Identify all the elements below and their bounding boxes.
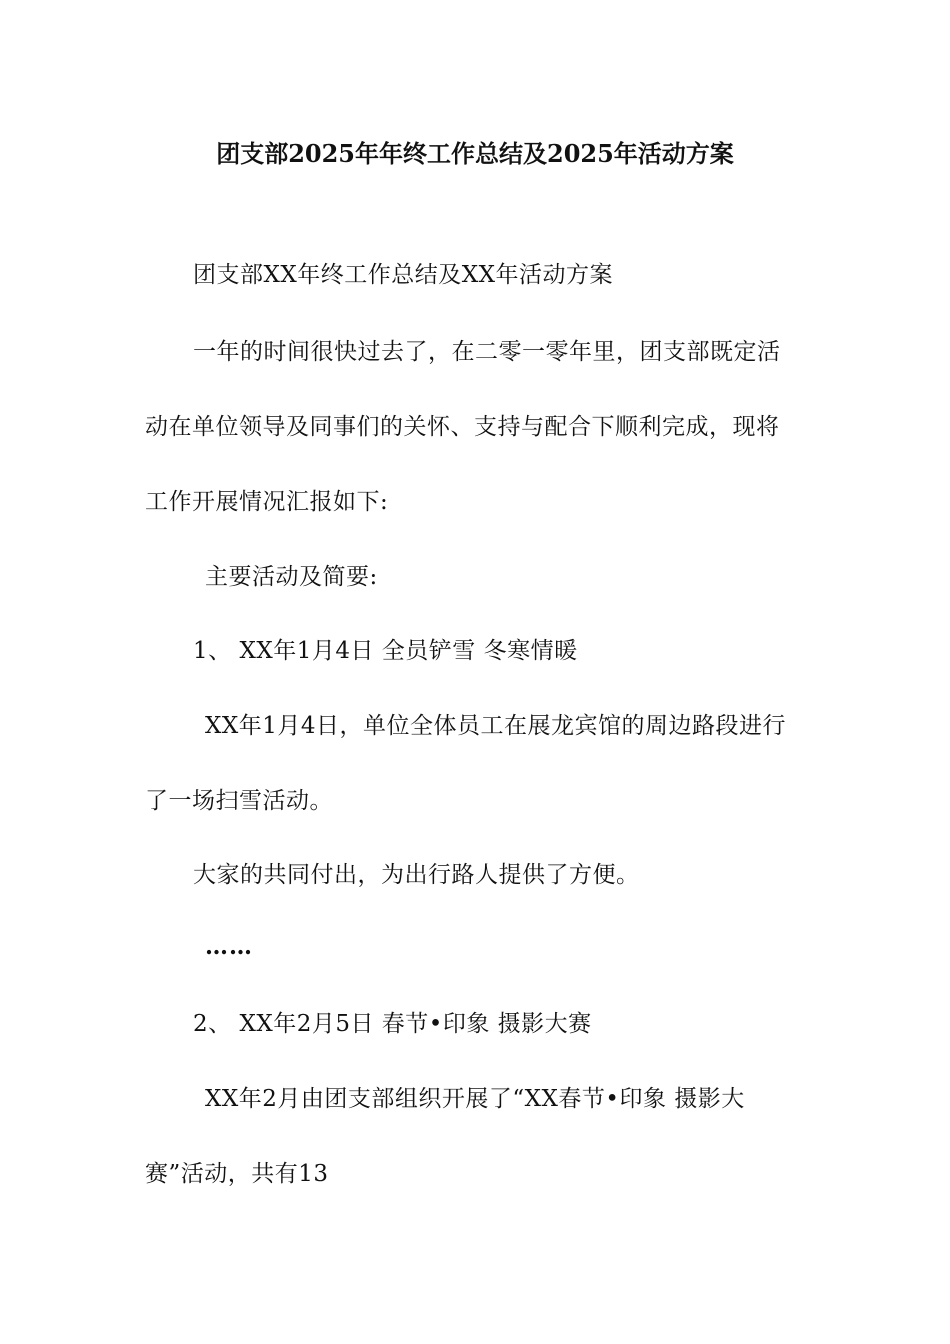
paragraph-line: XX年1月4日，单位全体员工在展龙宾馆的周边路段进行	[205, 713, 787, 739]
paragraph-line: XX年2月由团支部组织开展了“XX春节•印象 摄影大	[205, 1086, 745, 1112]
activity-heading: 2、 XX年2月5日 春节•印象 摄影大赛	[193, 1011, 592, 1037]
paragraph-line: 动在单位领导及同事们的关怀、支持与配合下顺利完成，现将	[145, 414, 780, 440]
ellipsis-line: ……	[205, 933, 253, 960]
paragraph-line: 赛”活动，共有13	[145, 1161, 329, 1187]
section-heading: 主要活动及简要:	[205, 564, 378, 590]
paragraph-line: 了一场扫雪活动。	[145, 788, 333, 814]
paragraph-line: 工作开展情况汇报如下:	[145, 489, 389, 515]
subtitle-line: 团支部XX年终工作总结及XX年活动方案	[193, 262, 613, 288]
paragraph-line: 一年的时间很快过去了，在二零一零年里，团支部既定活	[193, 339, 781, 365]
document-title: 团支部2025年年终工作总结及2025年活动方案	[216, 139, 734, 168]
paragraph-line: 大家的共同付出，为出行路人提供了方便。	[193, 862, 640, 888]
activity-heading: 1、 XX年1月4日 全员铲雪 冬寒情暖	[193, 638, 578, 664]
